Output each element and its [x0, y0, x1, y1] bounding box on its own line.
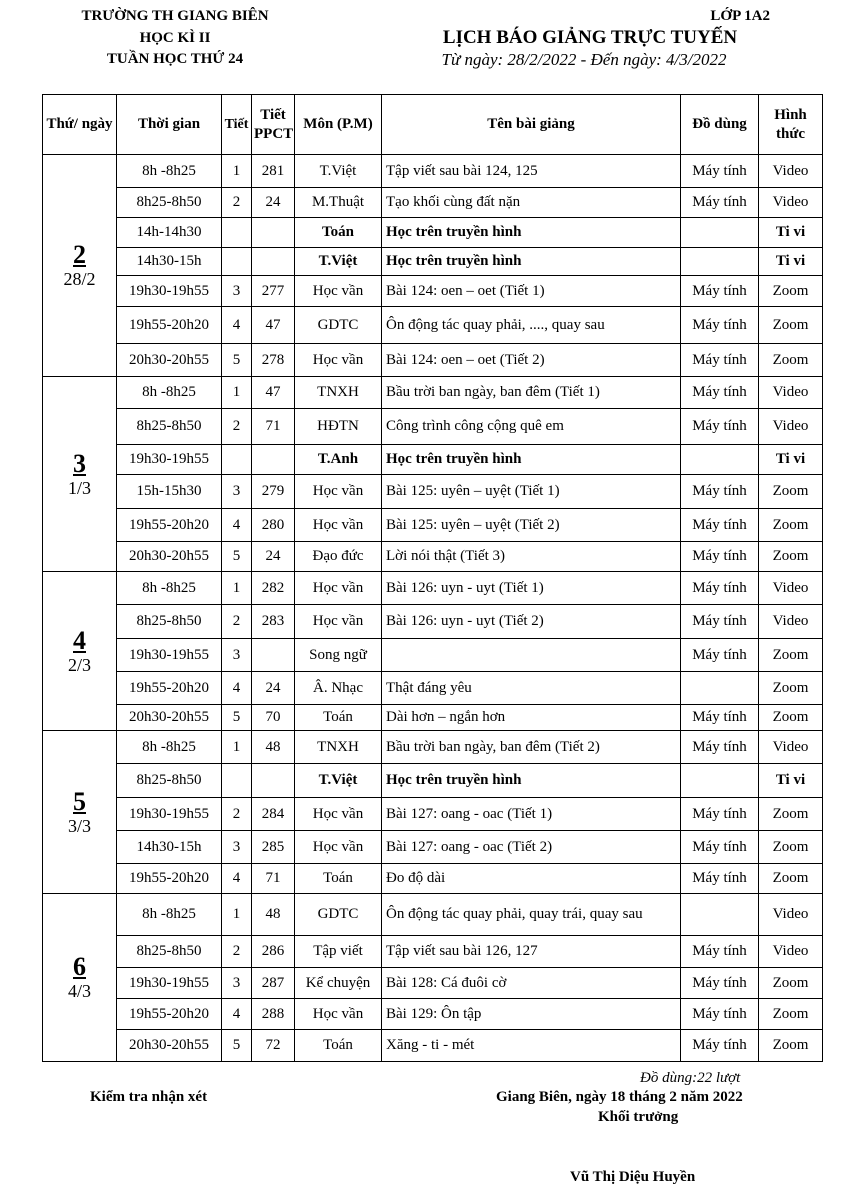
cell-lesson: Thật đáng yêu: [382, 672, 681, 705]
cell-period: [222, 218, 252, 248]
cell-subject: M.Thuật: [295, 188, 382, 218]
date-range: Từ ngày: 28/2/2022 - Đến ngày: 4/3/2022: [441, 50, 727, 69]
cell-subject: Học vần: [295, 276, 382, 307]
day-number: 2: [73, 240, 86, 269]
cell-lesson: Tạo khối cùng đất nặn: [382, 188, 681, 218]
cell-equipment: Máy tính: [681, 999, 759, 1030]
cell-period: [222, 248, 252, 276]
cell-form: Video: [759, 409, 823, 445]
cell-equipment: Máy tính: [681, 605, 759, 639]
cell-subject: Tập viết: [295, 936, 382, 968]
cell-ppct: [252, 639, 295, 672]
cell-lesson: Học trên truyền hình: [382, 764, 681, 798]
cell-form: Zoom: [759, 672, 823, 705]
cell-equipment: [681, 894, 759, 936]
cell-lesson: Bài 127: oang - oac (Tiết 1): [382, 798, 681, 831]
cell-period: 3: [222, 639, 252, 672]
cell-lesson: Tập viết sau bài 126, 127: [382, 936, 681, 968]
cell-form: Video: [759, 377, 823, 409]
cell-ppct: [252, 218, 295, 248]
cell-period: 2: [222, 188, 252, 218]
cell-equipment: Máy tính: [681, 475, 759, 509]
table-row: [43, 672, 823, 705]
table-row: [43, 999, 823, 1030]
cell-period: 5: [222, 705, 252, 731]
cell-equipment: Máy tính: [681, 377, 759, 409]
cell-form: Video: [759, 936, 823, 968]
table-row: [43, 276, 823, 307]
cell-subject: Học vần: [295, 572, 382, 605]
cell-lesson: [382, 639, 681, 672]
cell-ppct: [252, 764, 295, 798]
day-date: 2/3: [67, 654, 91, 675]
cell-form: Zoom: [759, 968, 823, 999]
cell-lesson: Bài 124: oen – oet (Tiết 2): [382, 344, 681, 377]
cell-ppct: 287: [252, 968, 295, 999]
cell-ppct: 48: [252, 894, 295, 936]
table-row: [43, 864, 823, 894]
day-cell: [43, 731, 117, 894]
cell-form: Zoom: [759, 1030, 823, 1062]
day-cell: [43, 572, 117, 731]
cell-ppct: 288: [252, 999, 295, 1030]
signer-name: Vũ Thị Diệu Huyền: [570, 1169, 696, 1185]
cell-form: Video: [759, 894, 823, 936]
cell-time: 8h25-8h50: [117, 605, 222, 639]
cell-ppct: 47: [252, 307, 295, 344]
cell-lesson: Ôn động tác quay phải, ...., quay sau: [382, 307, 681, 344]
cell-subject: Toán: [295, 864, 382, 894]
cell-period: 3: [222, 276, 252, 307]
cell-period: 1: [222, 894, 252, 936]
cell-period: 4: [222, 307, 252, 344]
cell-period: 4: [222, 999, 252, 1030]
cell-subject: Kể chuyện: [295, 968, 382, 999]
cell-lesson: Dài hơn – ngắn hơn: [382, 705, 681, 731]
cell-equipment: Máy tính: [681, 188, 759, 218]
cell-subject: T.Việt: [295, 764, 382, 798]
cell-time: 19h30-19h55: [117, 968, 222, 999]
col-header-period: Tiết: [222, 95, 252, 155]
cell-subject: Toán: [295, 705, 382, 731]
cell-form: Zoom: [759, 639, 823, 672]
cell-equipment: Máy tính: [681, 307, 759, 344]
cell-equipment: Máy tính: [681, 155, 759, 188]
cell-time: 8h -8h25: [117, 731, 222, 764]
cell-lesson: Đo độ dài: [382, 864, 681, 894]
cell-form: Video: [759, 731, 823, 764]
table-row: [43, 377, 823, 409]
cell-equipment: [681, 218, 759, 248]
cell-time: 19h55-20h20: [117, 307, 222, 344]
cell-form: Video: [759, 572, 823, 605]
cell-time: 19h55-20h20: [117, 509, 222, 542]
cell-period: 5: [222, 542, 252, 572]
cell-form: Zoom: [759, 344, 823, 377]
cell-ppct: [252, 445, 295, 475]
cell-subject: Học vần: [295, 509, 382, 542]
cell-equipment: Máy tính: [681, 344, 759, 377]
table-row: [43, 639, 823, 672]
table-row: [43, 936, 823, 968]
cell-ppct: 280: [252, 509, 295, 542]
cell-subject: HĐTN: [295, 409, 382, 445]
table-row: [43, 445, 823, 475]
cell-equipment: [681, 672, 759, 705]
cell-subject: GDTC: [295, 307, 382, 344]
cell-ppct: [252, 248, 295, 276]
cell-period: 1: [222, 572, 252, 605]
cell-period: 4: [222, 509, 252, 542]
class-label: LỚP 1A2: [710, 8, 770, 24]
cell-ppct: 48: [252, 731, 295, 764]
cell-ppct: 71: [252, 409, 295, 445]
cell-period: 4: [222, 672, 252, 705]
cell-form: Ti vi: [759, 218, 823, 248]
cell-time: 20h30-20h55: [117, 1030, 222, 1062]
day-cell: [43, 894, 117, 1062]
cell-period: 5: [222, 344, 252, 377]
check-label: Kiểm tra nhận xét: [90, 1089, 208, 1105]
cell-subject: Đạo đức: [295, 542, 382, 572]
cell-form: Video: [759, 155, 823, 188]
cell-form: Zoom: [759, 831, 823, 864]
cell-equipment: Máy tính: [681, 1030, 759, 1062]
cell-equipment: Máy tính: [681, 572, 759, 605]
day-number: 6: [73, 952, 86, 981]
cell-equipment: Máy tính: [681, 409, 759, 445]
cell-ppct: 24: [252, 672, 295, 705]
schedule-body: [43, 155, 823, 1062]
semester-label: HỌC KÌ II: [139, 30, 211, 46]
cell-period: 2: [222, 936, 252, 968]
cell-subject: Toán: [295, 1030, 382, 1062]
cell-lesson: Công trình công cộng quê em: [382, 409, 681, 445]
cell-subject: T.Việt: [295, 155, 382, 188]
cell-equipment: Máy tính: [681, 968, 759, 999]
cell-lesson: Ôn động tác quay phải, quay trái, quay sau: [382, 894, 681, 936]
cell-time: 14h-14h30: [117, 218, 222, 248]
cell-period: 1: [222, 155, 252, 188]
day-date: 3/3: [67, 815, 91, 836]
cell-lesson: Tập viết sau bài 124, 125: [382, 155, 681, 188]
cell-form: Zoom: [759, 509, 823, 542]
cell-lesson: Bài 128: Cá đuôi cờ: [382, 968, 681, 999]
table-row: [43, 248, 823, 276]
school-name: TRƯỜNG TH GIANG BIÊN: [81, 8, 269, 24]
cell-subject: Song ngữ: [295, 639, 382, 672]
cell-period: 3: [222, 831, 252, 864]
cell-ppct: 285: [252, 831, 295, 864]
cell-time: 20h30-20h55: [117, 705, 222, 731]
day-date: 1/3: [67, 477, 91, 498]
cell-lesson: Bầu trời ban ngày, ban đêm (Tiết 1): [382, 377, 681, 409]
cell-ppct: 278: [252, 344, 295, 377]
cell-period: 1: [222, 731, 252, 764]
cell-form: Zoom: [759, 999, 823, 1030]
cell-form: Zoom: [759, 542, 823, 572]
day-cell: [43, 377, 117, 572]
cell-time: 19h55-20h20: [117, 672, 222, 705]
cell-period: 5: [222, 1030, 252, 1062]
equipment-note: Đồ dùng:22 lượt: [640, 1070, 741, 1086]
cell-equipment: Máy tính: [681, 542, 759, 572]
table-row: [43, 475, 823, 509]
cell-time: 15h-15h30: [117, 475, 222, 509]
cell-equipment: Máy tính: [681, 509, 759, 542]
cell-time: 8h25-8h50: [117, 188, 222, 218]
table-row: [43, 509, 823, 542]
place-date: Giang Biên, ngày 18 tháng 2 năm 2022: [496, 1089, 743, 1105]
cell-subject: T.Việt: [295, 248, 382, 276]
cell-form: Video: [759, 605, 823, 639]
cell-ppct: 24: [252, 542, 295, 572]
cell-lesson: Bài 125: uyên – uyệt (Tiết 1): [382, 475, 681, 509]
schedule-table: [42, 94, 823, 1062]
day-date: 28/2: [63, 269, 96, 289]
cell-time: 20h30-20h55: [117, 344, 222, 377]
cell-time: 19h55-20h20: [117, 864, 222, 894]
cell-ppct: 282: [252, 572, 295, 605]
cell-subject: Học vần: [295, 999, 382, 1030]
cell-time: 8h -8h25: [117, 377, 222, 409]
cell-period: [222, 764, 252, 798]
cell-lesson: Lời nói thật (Tiết 3): [382, 542, 681, 572]
cell-lesson: Học trên truyền hình: [382, 248, 681, 276]
day-number: 3: [73, 448, 86, 478]
cell-equipment: [681, 445, 759, 475]
cell-form: Ti vi: [759, 764, 823, 798]
cell-time: 19h30-19h55: [117, 798, 222, 831]
cell-subject: Học vần: [295, 831, 382, 864]
cell-time: 14h30-15h: [117, 831, 222, 864]
cell-lesson: Bài 129: Ôn tập: [382, 999, 681, 1030]
cell-time: 8h25-8h50: [117, 409, 222, 445]
table-row: [43, 542, 823, 572]
cell-time: 8h -8h25: [117, 894, 222, 936]
cell-lesson: Bầu trời ban ngày, ban đêm (Tiết 2): [382, 731, 681, 764]
cell-lesson: Xăng - ti - mét: [382, 1030, 681, 1062]
table-row: [43, 705, 823, 731]
cell-ppct: 281: [252, 155, 295, 188]
cell-form: Zoom: [759, 705, 823, 731]
cell-lesson: Bài 127: oang - oac (Tiết 2): [382, 831, 681, 864]
cell-equipment: [681, 764, 759, 798]
cell-ppct: 279: [252, 475, 295, 509]
cell-time: 8h25-8h50: [117, 936, 222, 968]
cell-equipment: Máy tính: [681, 731, 759, 764]
cell-ppct: 277: [252, 276, 295, 307]
cell-subject: Â. Nhạc: [295, 672, 382, 705]
cell-period: 3: [222, 968, 252, 999]
day-number: 4: [73, 625, 86, 655]
cell-lesson: Học trên truyền hình: [382, 445, 681, 475]
day-number: 5: [73, 786, 86, 816]
cell-subject: GDTC: [295, 894, 382, 936]
cell-form: Video: [759, 188, 823, 218]
cell-time: 8h25-8h50: [117, 764, 222, 798]
cell-form: Zoom: [759, 276, 823, 307]
cell-period: 3: [222, 475, 252, 509]
cell-period: 2: [222, 798, 252, 831]
cell-form: Zoom: [759, 798, 823, 831]
cell-time: 19h30-19h55: [117, 639, 222, 672]
cell-time: 19h30-19h55: [117, 276, 222, 307]
cell-lesson: Bài 126: uyn - uyt (Tiết 2): [382, 605, 681, 639]
table-row: [43, 188, 823, 218]
col-header-equipment: Đồ dùng: [681, 95, 759, 155]
cell-form: Zoom: [759, 864, 823, 894]
table-row: [43, 731, 823, 764]
cell-subject: Toán: [295, 218, 382, 248]
day-cell: [43, 155, 117, 377]
cell-subject: T.Anh: [295, 445, 382, 475]
table-row: [43, 894, 823, 936]
cell-time: 19h30-19h55: [117, 445, 222, 475]
cell-period: 1: [222, 377, 252, 409]
cell-ppct: 286: [252, 936, 295, 968]
cell-equipment: Máy tính: [681, 276, 759, 307]
cell-ppct: 72: [252, 1030, 295, 1062]
cell-lesson: Bài 126: uyn - uyt (Tiết 1): [382, 572, 681, 605]
cell-subject: TNXH: [295, 377, 382, 409]
cell-subject: Học vần: [295, 798, 382, 831]
col-header-form: Hình thức: [759, 95, 823, 155]
cell-ppct: 71: [252, 864, 295, 894]
col-header-day: Thứ/ ngày: [43, 95, 117, 155]
table-header-row: [43, 95, 823, 155]
cell-subject: Học vần: [295, 605, 382, 639]
table-row: [43, 307, 823, 344]
cell-equipment: Máy tính: [681, 864, 759, 894]
cell-equipment: Máy tính: [681, 705, 759, 731]
cell-ppct: 70: [252, 705, 295, 731]
cell-lesson: Bài 125: uyên – uyệt (Tiết 2): [382, 509, 681, 542]
cell-lesson: Bài 124: oen – oet (Tiết 1): [382, 276, 681, 307]
cell-lesson: Học trên truyền hình: [382, 218, 681, 248]
cell-equipment: Máy tính: [681, 639, 759, 672]
cell-time: 20h30-20h55: [117, 542, 222, 572]
cell-time: 8h -8h25: [117, 155, 222, 188]
signer-role: Khối trưởng: [598, 1109, 679, 1125]
table-row: [43, 409, 823, 445]
table-row: [43, 218, 823, 248]
table-row: [43, 968, 823, 999]
table-row: [43, 831, 823, 864]
col-header-time: Thời gian: [117, 95, 222, 155]
cell-ppct: 47: [252, 377, 295, 409]
cell-ppct: 24: [252, 188, 295, 218]
cell-subject: Học vần: [295, 475, 382, 509]
cell-equipment: [681, 248, 759, 276]
cell-period: 2: [222, 605, 252, 639]
table-row: [43, 155, 823, 188]
cell-equipment: Máy tính: [681, 936, 759, 968]
table-row: [43, 572, 823, 605]
col-header-lesson: Tên bài giảng: [382, 95, 681, 155]
cell-time: 19h55-20h20: [117, 999, 222, 1030]
table-row: [43, 1030, 823, 1062]
table-row: [43, 344, 823, 377]
cell-period: 4: [222, 864, 252, 894]
cell-form: Zoom: [759, 307, 823, 344]
cell-period: 2: [222, 409, 252, 445]
cell-form: Ti vi: [759, 248, 823, 276]
day-date: 4/3: [67, 981, 91, 1001]
col-header-ppct: Tiết PPCT: [252, 95, 295, 155]
week-label: TUẦN HỌC THỨ 24: [106, 51, 244, 67]
table-row: [43, 605, 823, 639]
cell-form: Zoom: [759, 475, 823, 509]
cell-equipment: Máy tính: [681, 831, 759, 864]
cell-time: 14h30-15h: [117, 248, 222, 276]
cell-equipment: Máy tính: [681, 798, 759, 831]
cell-period: [222, 445, 252, 475]
table-row: [43, 798, 823, 831]
cell-ppct: 284: [252, 798, 295, 831]
cell-time: 8h -8h25: [117, 572, 222, 605]
cell-form: Ti vi: [759, 445, 823, 475]
cell-subject: TNXH: [295, 731, 382, 764]
table-row: [43, 764, 823, 798]
cell-subject: Học vần: [295, 344, 382, 377]
cell-ppct: 283: [252, 605, 295, 639]
page-title: LỊCH BÁO GIẢNG TRỰC TUYẾN: [442, 27, 738, 48]
col-header-subject: Môn (P.M): [295, 95, 382, 155]
